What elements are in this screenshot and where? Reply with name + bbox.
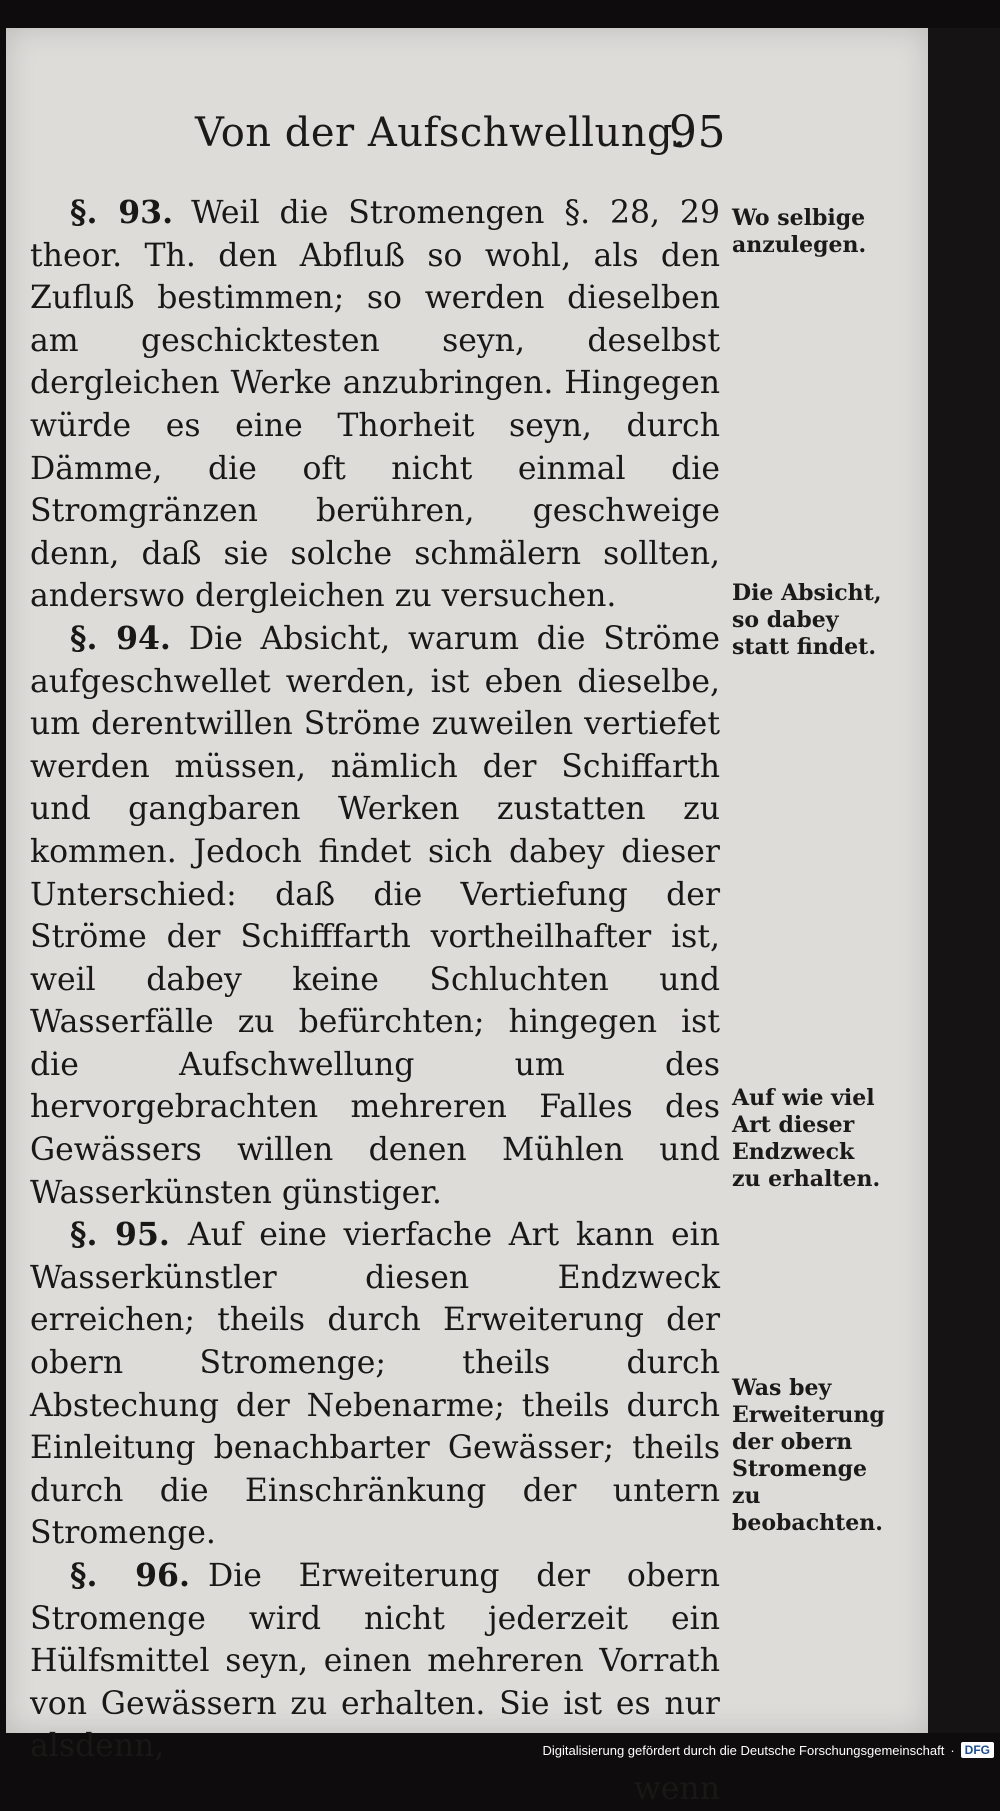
paragraph [30, 1555, 720, 1811]
paragraph-text: Weil die Stromengen §. 28, 29 theor. Th. den Abfluß so wohl, als den Zufluß bestimmen; so werden dieselben am geschicktesten seyn, deselbst dergleichen Werke anzubringen. Hingegen würde es eine Thorheit seyn, durch Dämme, die oft nicht einmal die Stromgränzen berühren, geschweige denn, daß sie solche schmälern sollten, anderswo dergleichen zu versuchen. [30, 195, 720, 615]
section-number: §. 95. [70, 1216, 170, 1254]
margin-note: Wo selbige anzulegen. [732, 205, 867, 258]
running-title: Von der Aufschwellung. [195, 110, 687, 156]
scan-edge [928, 28, 1000, 1733]
section-number: §. 94. [70, 619, 171, 657]
section-number: §. 93. [70, 194, 174, 231]
dfg-logo-icon: DFG [961, 1742, 994, 1758]
running-header [195, 105, 740, 165]
catchword: wenn [633, 1770, 720, 1807]
digitization-footer: Digitalisierung gefördert durch die Deutsche Forschungsgemeinschaft · DFG [543, 1739, 994, 1761]
paragraph-text: Die Erweiterung der obern Stromenge wird nicht jederzeit ein Hülfsmittel seyn, einen mehreren Vorrath von Gewässern zu erhalten. Sie ist es nur alsdenn, [30, 1558, 720, 1765]
paragraph-text: Auf eine vierfache Art kann ein Wasserkünstler diesen Endzweck erreichen; theils durch Erweiterung der obern Stromenge; theils durch Abstechung der Nebenarme; theils durch Einleitung benachbarter Gewässer; theils durch die Einschränkung der untern Stromenge. [30, 1217, 720, 1552]
paragraph-text: Die Absicht, warum die Ströme aufgeschwellet werden, ist eben dieselbe, um derentwillen Ströme zuweilen vertiefet werden müssen, nämlich der Schiffarth und gangbaren Werken zustatten zu kommen. Jedoch findet sich dabey dieser Unterschied: daß die Vertiefung der Ströme der Schifffarth vortheilhafter ist, weil dabey keine Schluchten und Wasserfälle zu befürchten; hingegen ist die Aufschwellung um des hervorgebrachten mehreren Falles des Gewässers willen denen Mühlen und Wasserkünsten günstiger. [30, 620, 720, 1211]
section-number: §. 96. [70, 1557, 190, 1594]
paragraph [30, 1214, 720, 1555]
paragraph [30, 192, 720, 618]
main-text [30, 192, 720, 1811]
margin-note: Was bey Erweiterung der obern Stromenge zu beobachten. [732, 1375, 885, 1536]
footer-text: Digitalisierung gefördert durch die Deutsche Forschungsgemeinschaft [542, 1742, 945, 1758]
margin-note: Die Absicht, so dabey statt findet. [732, 580, 882, 660]
margin-note: Auf wie viel Art dieser Endzweck zu erhalten. [732, 1085, 881, 1192]
page-number: 95 [669, 107, 726, 158]
paragraph [30, 618, 720, 1214]
